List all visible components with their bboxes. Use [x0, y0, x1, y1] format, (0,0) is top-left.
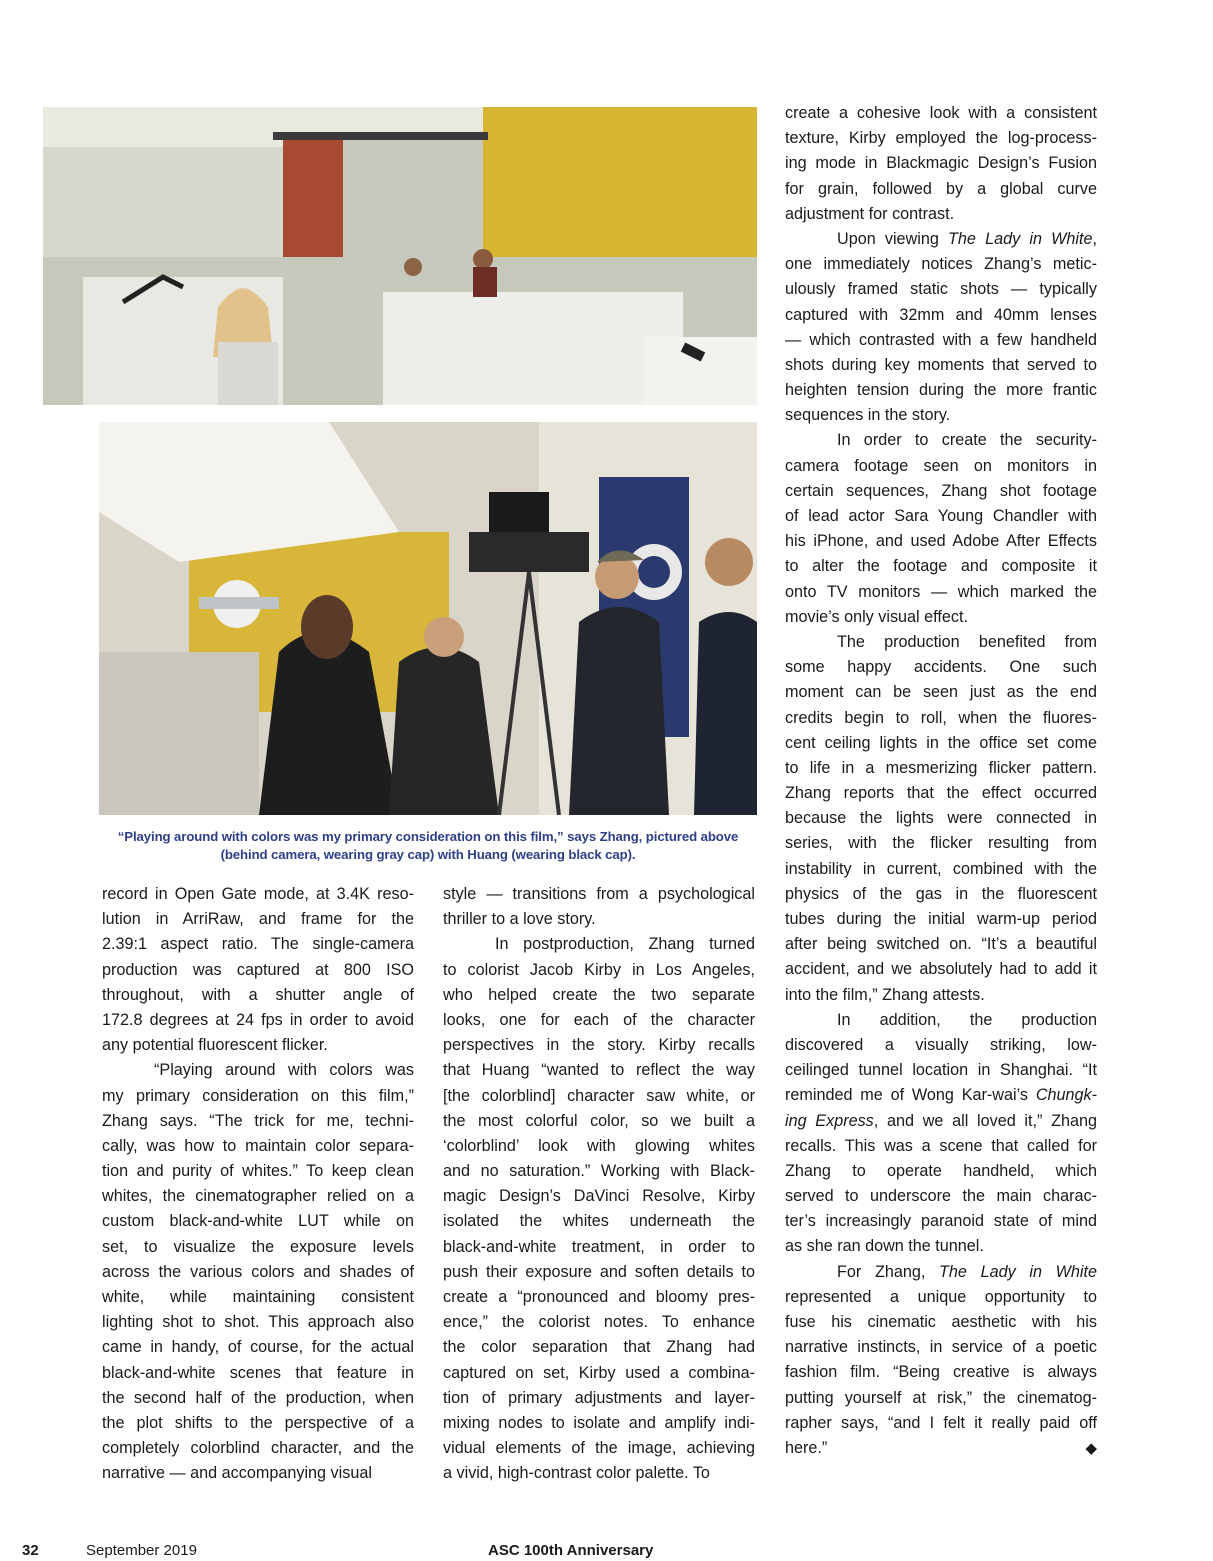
- text-line: rapher says, “and I felt it really paid off: [785, 1413, 1097, 1432]
- text-line: putting yourself at risk,” the cinematog-: [785, 1388, 1097, 1407]
- text-line: recalls. This was a scene that called for: [785, 1136, 1097, 1155]
- text-line: because the lights were connected in: [785, 809, 1097, 828]
- text-line: texture, Kirby employed the log-process-: [785, 129, 1097, 148]
- publication-title: ASC 100th Anniversary: [488, 1542, 654, 1559]
- text-line: throughout, with a shutter angle of: [102, 985, 414, 1004]
- text-line: — which contrasted with a few handheld: [785, 330, 1097, 349]
- text-line: create a “pronounced and bloomy pres-: [443, 1288, 755, 1306]
- text-line: lighting shot to shot. This approach also: [102, 1313, 414, 1332]
- text-line: cent ceiling lights in the office set come: [785, 733, 1097, 752]
- text-line: into the film,” Zhang attests.: [785, 985, 985, 1004]
- text-line: In addition, the production: [837, 1010, 1097, 1029]
- text-line: looks, one for each of the character: [443, 1010, 755, 1029]
- text-line: his iPhone, and used Adobe After Effects: [785, 532, 1097, 551]
- text-line: ceilinged tunnel location in Shanghai. “It: [785, 1061, 1097, 1080]
- text-line: “Playing around with colors was: [154, 1061, 414, 1080]
- text-line: physics of the gas in the fluorescent: [785, 884, 1097, 903]
- text-line: For Zhang, The Lady in White: [837, 1262, 1097, 1281]
- text-line: Zhang to operate handheld, which: [785, 1161, 1097, 1180]
- photo-caption: [99, 828, 757, 864]
- caption-line-1: “Playing around with colors was my primary consideration on this film,” says Zhang, pictured above: [117, 829, 739, 844]
- text-line: ing Express, and we all loved it,” Zhang: [785, 1111, 1097, 1130]
- text-line: ing mode in Blackmagic Design’s Fusion: [785, 154, 1097, 173]
- text-line: served to underscore the main charac-: [785, 1187, 1097, 1206]
- office-cubicle-scene-photo: [43, 107, 757, 405]
- text-line: tion and purity of whites.” To keep clean: [102, 1162, 414, 1181]
- text-line: black-and-white treatment, in order to: [443, 1237, 755, 1256]
- text-line: ter’s increasingly paranoid state of mind: [785, 1212, 1097, 1231]
- text-line: certain sequences, Zhang shot footage: [785, 481, 1097, 500]
- text-line: the color separation that Zhang had: [443, 1338, 755, 1357]
- text-line: ence,” the colorist notes. To enhance: [443, 1313, 755, 1332]
- text-line: adjustment for contrast.: [785, 204, 955, 223]
- text-line: narrative instincts, in service of a poetic: [785, 1338, 1097, 1357]
- text-line: onto TV monitors — which marked the: [785, 582, 1097, 601]
- text-line: across the various colors and shades of: [102, 1262, 414, 1281]
- end-of-article-icon: ◆: [1085, 1439, 1097, 1457]
- text-line: discovered a visually striking, low-: [785, 1035, 1097, 1054]
- text-line: completely colorblind character, and the: [102, 1439, 414, 1458]
- text-line: came in handy, of course, for the actual: [102, 1338, 414, 1357]
- text-line: after being switched on. “It’s a beautiful: [785, 935, 1097, 954]
- text-line: tubes during the initial warm-up period: [785, 910, 1097, 928]
- text-line: Zhang says. “The trick for me, techni-: [102, 1111, 414, 1130]
- text-line: sequences in the story.: [785, 406, 951, 425]
- text-line: captured with 32mm and 40mm lenses: [785, 305, 1097, 324]
- text-line: some happy accidents. One such: [785, 658, 1097, 677]
- article-column-right: [785, 101, 1097, 1461]
- text-line: 2.39:1 aspect ratio. The single-camera: [102, 935, 414, 954]
- text-line: custom black-and-white LUT while on: [102, 1212, 414, 1231]
- film-crew-on-set-photo: [99, 422, 757, 815]
- text-line: isolated the whites underneath the: [443, 1212, 755, 1231]
- article-column-middle: [443, 882, 755, 1487]
- text-line: my primary consideration on this film,”: [102, 1086, 414, 1105]
- text-line: magic Design’s DaVinci Resolve, Kirby: [443, 1187, 755, 1206]
- caption-line-2: (behind camera, wearing gray cap) with Huang (wearing black cap).: [220, 847, 636, 862]
- text-line: style — transitions from a psychological: [443, 885, 755, 903]
- issue-date: September 2019: [86, 1542, 197, 1559]
- text-line: the most colorful color, so we built a: [443, 1111, 755, 1130]
- text-line: 172.8 degrees at 24 fps in order to avoid: [102, 1010, 414, 1029]
- text-line: captured on set, Kirby used a combina-: [443, 1363, 755, 1382]
- text-line: a vivid, high-contrast color palette. To: [443, 1464, 710, 1483]
- text-line: push their exposure and soften details to: [443, 1262, 755, 1281]
- text-line: production was captured at 800 ISO: [102, 960, 414, 979]
- text-line: black-and-white scenes that feature in: [102, 1363, 414, 1382]
- text-line: reminded me of Wong Kar-wai’s Chungk-: [785, 1086, 1097, 1105]
- text-line: credits begin to roll, when the fluores-: [785, 708, 1097, 727]
- text-line: movie’s only visual effect.: [785, 607, 968, 626]
- text-line: to life in a mesmerizing flicker pattern.: [785, 758, 1097, 777]
- text-line: ‘colorblind’ look with glowing whites: [443, 1136, 755, 1155]
- text-line: as she ran down the tunnel.: [785, 1237, 984, 1256]
- text-line: whites, the cinematographer relied on a: [102, 1187, 414, 1206]
- text-line: any potential fluorescent flicker.: [102, 1036, 328, 1055]
- text-line: thriller to a love story.: [443, 910, 596, 929]
- text-line: camera footage seen on monitors in: [785, 456, 1097, 475]
- text-line: of lead actor Sara Young Chandler with: [785, 507, 1097, 525]
- text-line: one immediately notices Zhang’s metic-: [785, 255, 1097, 274]
- text-line: that Huang “wanted to reflect the way: [443, 1061, 755, 1080]
- text-line: Upon viewing The Lady in White,: [837, 229, 1097, 248]
- text-line: cally, was how to maintain color separa-: [102, 1136, 414, 1155]
- text-line: who helped create the two separate: [443, 985, 755, 1004]
- text-line: shots during key moments that served to: [785, 355, 1097, 374]
- text-line: ulously framed static shots — typically: [785, 280, 1097, 299]
- text-line: In postproduction, Zhang turned: [495, 935, 755, 954]
- text-line: set, to visualize the exposure levels: [102, 1237, 414, 1256]
- text-line: record in Open Gate mode, at 3.4K reso-: [102, 885, 414, 903]
- text-line: to alter the footage and composite it: [785, 557, 1097, 576]
- text-line: narrative — and accompanying visual: [102, 1464, 372, 1483]
- article-column-left: [102, 882, 414, 1487]
- text-line: the plot shifts to the perspective of a: [102, 1413, 414, 1432]
- text-line: moment can be seen just as the end: [785, 683, 1097, 702]
- text-line: instability in current, combined with the: [785, 859, 1097, 878]
- text-line: mixing nodes to isolate and amplify indi-: [443, 1413, 755, 1432]
- text-line: white, while maintaining consistent: [102, 1288, 414, 1306]
- text-line: fashion film. “Being creative is always: [785, 1363, 1097, 1382]
- text-line: fuse his cinematic aesthetic with his: [785, 1313, 1097, 1331]
- text-line: and no saturation.” Working with Black-: [443, 1162, 755, 1181]
- text-line: series, with the flicker resulting from: [785, 834, 1097, 853]
- text-line: heighten tension during the more frantic: [785, 381, 1097, 400]
- text-line: perspectives in the story. Kirby recalls: [443, 1036, 755, 1055]
- text-line: lution in ArriRaw, and frame for the: [102, 910, 414, 929]
- text-line: Zhang reports that the effect occurred: [785, 784, 1097, 803]
- text-line: tion of primary adjustments and layer-: [443, 1388, 755, 1407]
- text-line: [the colorblind] character saw white, or: [443, 1086, 755, 1105]
- text-line: accident, and we absolutely had to add it: [785, 960, 1097, 979]
- text-line: In order to create the security-: [837, 431, 1097, 450]
- text-line: here.” ◆: [785, 1436, 1097, 1461]
- text-line: the second half of the production, when: [102, 1388, 414, 1407]
- text-line: vidual elements of the image, achieving: [443, 1439, 755, 1458]
- text-line: The production benefited from: [837, 632, 1097, 651]
- page-number: 32: [22, 1542, 39, 1559]
- text-line: for grain, followed by a global curve: [785, 179, 1097, 198]
- text-line: create a cohesive look with a consistent: [785, 104, 1097, 122]
- text-line: to colorist Jacob Kirby in Los Angeles,: [443, 960, 755, 979]
- text-line: represented a unique opportunity to: [785, 1287, 1097, 1306]
